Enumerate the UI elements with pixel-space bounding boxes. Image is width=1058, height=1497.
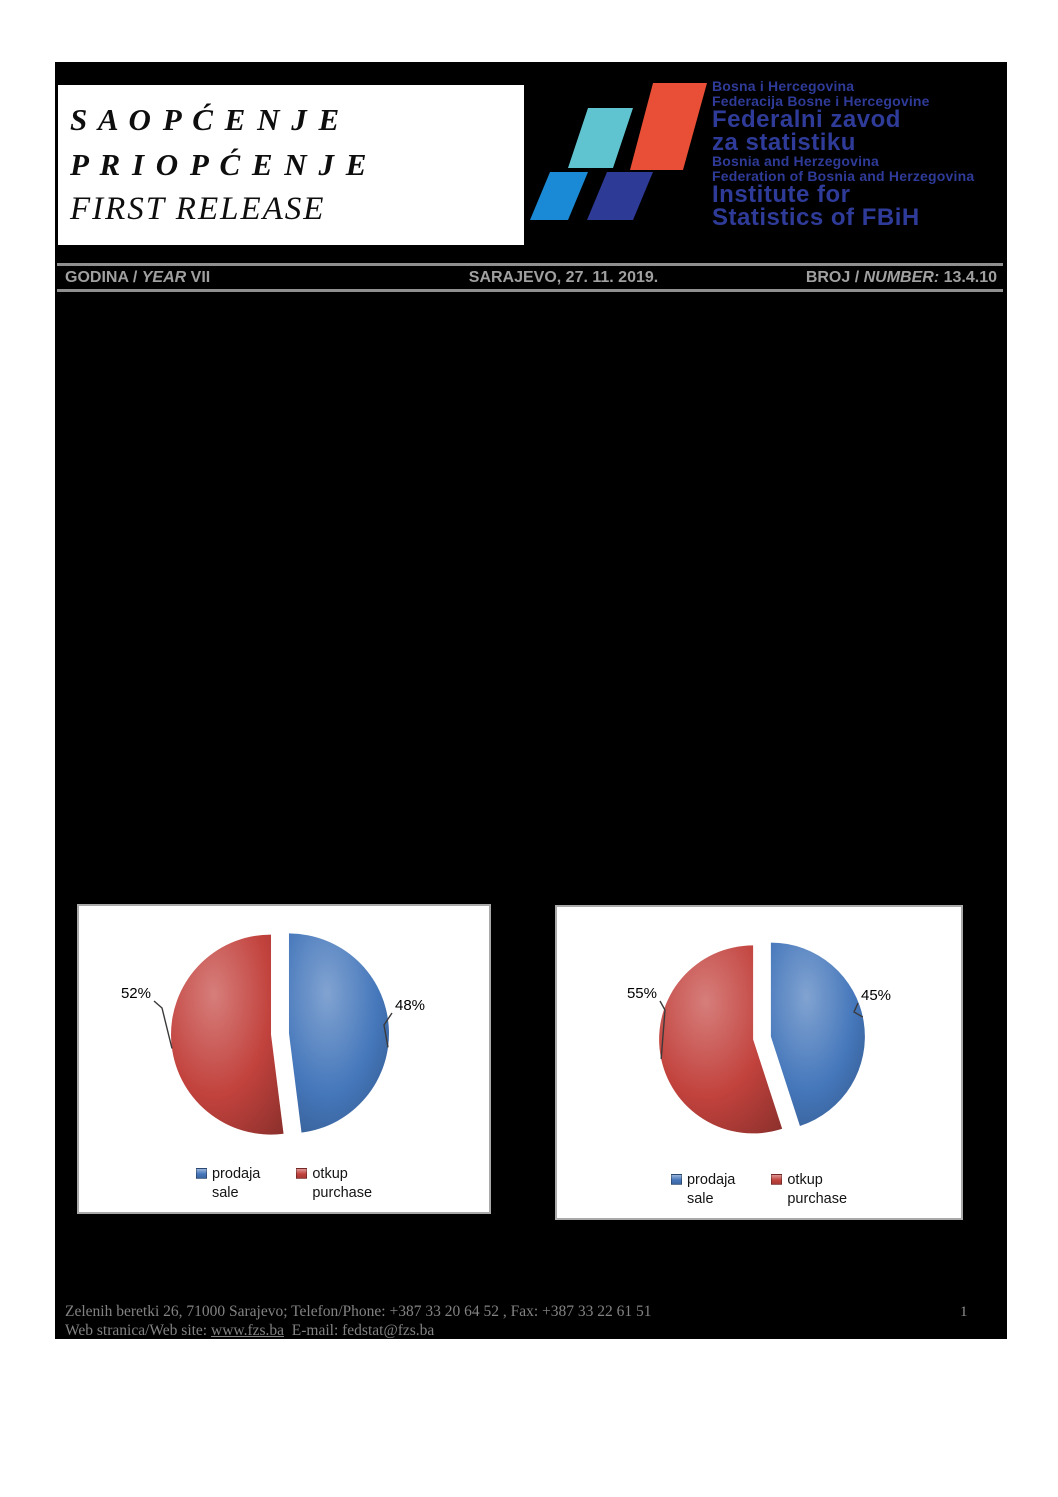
- footer-address-line: Zelenih beretki 26, 71000 Sarajevo; Telefon/Phone: +387 33 20 64 52 , Fax: +387 33 22 61 51: [65, 1303, 652, 1320]
- legend-label-line2: sale: [686, 1190, 714, 1207]
- legend-label-line2: purchase: [312, 1184, 373, 1201]
- legend-label-line1: otkup: [312, 1166, 348, 1182]
- legend-label-line1: prodaja: [211, 1166, 261, 1182]
- pie-slice: [171, 935, 284, 1135]
- legend-label: [212, 1165, 260, 1202]
- org-line-federalni-zavod: Federalni zavod: [712, 106, 901, 133]
- release-title-box: [58, 85, 524, 245]
- pie-percent-label: 55%: [626, 985, 657, 1002]
- legend-swatch-icon: [771, 1174, 782, 1185]
- footer-web-link[interactable]: www.fzs.ba: [211, 1322, 285, 1339]
- meta-number: [742, 269, 997, 287]
- page-number: 1: [960, 1304, 968, 1320]
- org-line-institute-for: Institute for: [712, 181, 851, 208]
- legend-item: [296, 1165, 372, 1202]
- title-priopcenje: P R I O P Ć E N J E: [70, 147, 369, 182]
- pie-chart-sale-purchase-2: [555, 905, 963, 1220]
- legend-item: [671, 1171, 735, 1208]
- chart-legend: [557, 1171, 961, 1208]
- logo-teal-shape: [568, 108, 633, 168]
- legend-label-line2: sale: [211, 1184, 239, 1201]
- pie-slice: [771, 943, 865, 1126]
- legend-item: [771, 1171, 847, 1208]
- meta-bar: [57, 263, 1003, 292]
- title-saopcenje: S A O P Ć E N J E: [70, 102, 342, 137]
- org-line-bosna: Bosna i Hercegovina: [712, 78, 855, 94]
- year-label: YEAR: [141, 268, 187, 286]
- org-line-federacija: Federacija Bosne i Hercegovine: [712, 92, 930, 109]
- legend-label-line1: otkup: [787, 1172, 823, 1188]
- legend-label: [312, 1165, 372, 1202]
- org-line-federation-en: Federation of Bosnia and Herzegovina: [712, 167, 975, 184]
- chart-legend: [79, 1165, 489, 1202]
- institute-name-block: [712, 79, 1012, 229]
- legend-label-line2: purchase: [787, 1190, 848, 1207]
- meta-year: [65, 269, 385, 287]
- legend-label-line1: prodaja: [686, 1172, 736, 1188]
- institute-logo-icon: [528, 80, 710, 222]
- org-line-za-statistiku: za statistiku: [712, 129, 856, 156]
- document-page: [55, 62, 1007, 1339]
- pie-slice: [289, 933, 389, 1132]
- label-leader-line: [154, 1001, 172, 1048]
- pie-percent-label: 52%: [120, 985, 151, 1002]
- number-value: 13.4.10: [943, 268, 997, 286]
- legend-label: [787, 1171, 847, 1208]
- legend-swatch-icon: [296, 1168, 307, 1179]
- year-value: VII: [190, 268, 211, 286]
- title-first-release: FIRST RELEASE: [70, 191, 326, 227]
- legend-swatch-icon: [196, 1168, 207, 1179]
- logo-blue-shape: [530, 172, 588, 220]
- legend-swatch-icon: [671, 1174, 682, 1185]
- legend-label: [687, 1171, 735, 1208]
- org-line-bosnia-en: Bosnia and Herzegovina: [712, 153, 879, 169]
- broj-label: BROJ /: [805, 268, 860, 286]
- footer-web-line: [65, 1321, 652, 1340]
- pie-percent-label: 45%: [861, 987, 892, 1004]
- number-label: NUMBER:: [863, 268, 940, 286]
- org-line-statistics-fbih: Statistics of FBiH: [712, 204, 920, 231]
- pie-slice: [659, 945, 782, 1133]
- pie-chart-sale-purchase-1: [77, 904, 491, 1214]
- legend-item: [196, 1165, 260, 1202]
- meta-place-date: SARAJEVO, 27. 11. 2019.: [468, 268, 659, 286]
- pie-percent-label: 48%: [395, 997, 426, 1014]
- footer-email: E-mail: fedstat@fzs.ba: [291, 1322, 435, 1339]
- godina-label: GODINA /: [65, 268, 138, 286]
- footer: [65, 1302, 652, 1340]
- logo-navy-shape: [587, 172, 653, 220]
- footer-web-label: Web stranica/Web site:: [65, 1322, 208, 1339]
- logo-red-shape: [630, 83, 707, 170]
